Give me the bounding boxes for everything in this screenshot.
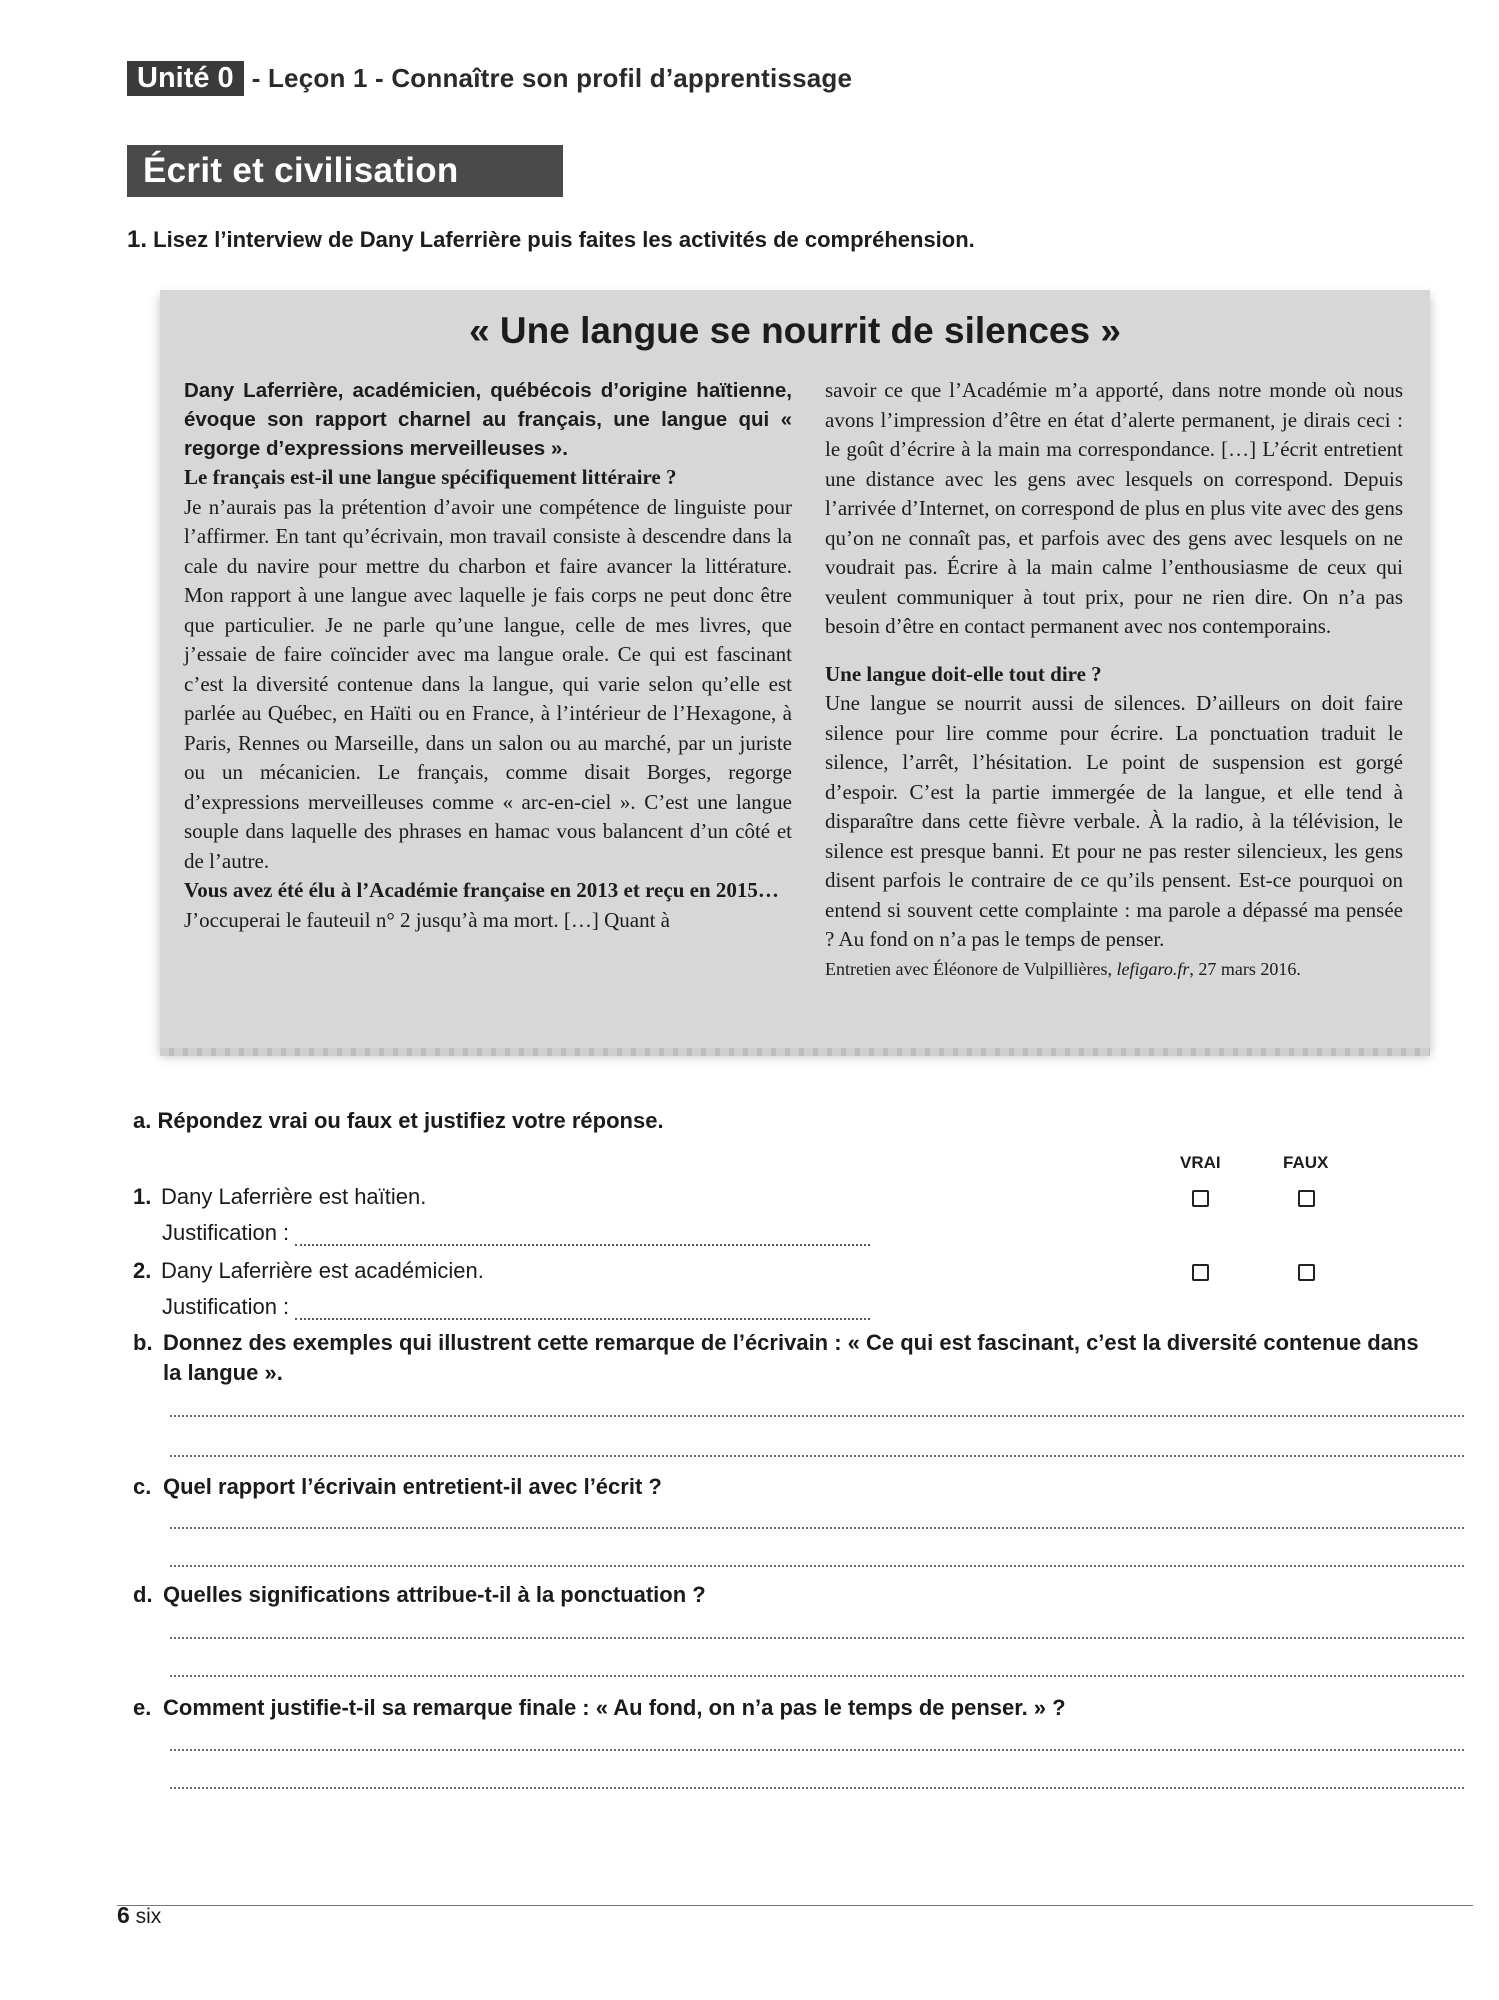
answer-line-b-1[interactable]: [170, 1414, 1464, 1417]
statement-2: [133, 1258, 484, 1284]
instruction-number: 1.: [127, 226, 148, 253]
statement-1-justification: [162, 1220, 870, 1246]
instruction: [127, 226, 975, 254]
activity-a-title: a. Répondez vrai ou faux et justifiez votre réponse.: [133, 1108, 664, 1133]
question-d-label: d.: [133, 1582, 153, 1607]
instruction-text: Lisez l’interview de Dany Laferrière puis faites les activités de compréhension.: [153, 227, 975, 252]
question-c-label: c.: [133, 1474, 152, 1499]
lesson-title: - Leçon 1 - Connaître son profil d’apprentissage: [251, 62, 853, 93]
question-d-text: Quelles significations attribue-t-il à la ponctuation ?: [163, 1582, 706, 1607]
question-e-label: e.: [133, 1695, 152, 1720]
answer-line-c-1[interactable]: [170, 1526, 1464, 1529]
interview-answer-1: Je n’aurais pas la prétention d’avoir une compétence de linguiste pour l’affirmer. En tant qu’écrivain, mon travail consiste à descendre dans la cale du navire pour mettre du charbon et faire avancer la littérature. Mon rapport à une langue avec laquelle je fais corps ne peut donc être que particulier. Je ne parle qu’une langue, celle de mes livres, que j’essaie de faire coïncider avec ma langue orale. Ce qui est fascinant c’est la diversité contenue dans la langue, qui varie selon qu’elle est parlée au Québec, en Haïti ou en France, à l’intérieur de l’Hexagone, à Paris, Rennes ou Marseille, dans un salon ou au marché, par un juriste ou un mécanicien. Le français, comme disait Borges, regorge d’expressions merveilleuses comme « arc-en-ciel ». C’est une langue souple dans laquelle des phrases en hamac vous balancent d’un côté et de l’autre.: [184, 494, 792, 873]
statement-1-text: Dany Laferrière est haïtien.: [161, 1184, 427, 1209]
question-c-text: Quel rapport l’écrivain entretient-il avec l’écrit ?: [163, 1474, 662, 1499]
question-e: [133, 1693, 1066, 1723]
question-d: [133, 1580, 706, 1610]
section-banner: [127, 145, 563, 197]
faux-column-header: FAUX: [1283, 1153, 1329, 1172]
unit-header: [127, 60, 852, 96]
article-lead: Dany Laferrière, académicien, québécois d’origine haïtienne, évoque son rapport charnel au français, une langue qui « regorge d’expressions merveilleuses ».: [184, 379, 792, 460]
answer-line-d-1[interactable]: [170, 1636, 1464, 1639]
source-site: lefigaro.fr: [1116, 958, 1190, 979]
question-b-label: b.: [133, 1330, 153, 1355]
article-title: « Une langue se nourrit de silences »: [469, 310, 1121, 351]
interview-question-3: Une langue doit-elle tout dire ?: [825, 661, 1102, 686]
interview-question-2: Vous avez été élu à l’Académie française en 2013 et reçu en 2015…: [184, 878, 779, 902]
justification-2-answer-line[interactable]: [295, 1300, 870, 1320]
statement-1: [133, 1184, 426, 1210]
source-date: , 27 mars 2016.: [1189, 958, 1301, 979]
vrai-column-header: VRAI: [1180, 1153, 1221, 1172]
page-number-digit: 6: [117, 1902, 130, 1928]
statement-2-faux-checkbox[interactable]: [1298, 1264, 1315, 1281]
statement-2-justification: [162, 1294, 870, 1320]
unit-badge: Unité 0: [127, 61, 244, 96]
question-b-text: Donnez des exemples qui illustrent cette remarque de l’écrivain : « Ce qui est fascinant, c’est la diversité contenue dans: [163, 1330, 1419, 1355]
page-number: [117, 1902, 161, 1929]
section-title: Écrit et civilisation: [143, 151, 459, 190]
source-prefix: Entretien avec Éléonore de Vulpillières,: [825, 958, 1117, 979]
answer-line-d-2[interactable]: [170, 1674, 1464, 1677]
answer-line-e-1[interactable]: [170, 1748, 1464, 1751]
article-source: [825, 955, 1403, 985]
article-column-left: [184, 376, 792, 935]
statement-1-faux-checkbox[interactable]: [1298, 1190, 1315, 1207]
question-b-text-continued: la langue ».: [163, 1360, 283, 1385]
statement-1-number: 1.: [133, 1184, 152, 1209]
footer-rule: [117, 1905, 1473, 1906]
article-clipping: [160, 290, 1430, 1050]
interview-answer-2-start: J’occuperai le fauteuil n° 2 jusqu’à ma mort. […] Quant à: [184, 907, 670, 932]
statement-2-number: 2.: [133, 1258, 152, 1283]
statement-2-text: Dany Laferrière est académicien.: [161, 1258, 484, 1283]
interview-question-1: Le français est-il une langue spécifiquement littéraire ?: [184, 465, 677, 489]
justification-label: Justification :: [162, 1220, 290, 1245]
answer-line-c-2[interactable]: [170, 1564, 1464, 1567]
statement-2-vrai-checkbox[interactable]: [1192, 1264, 1209, 1281]
article-column-right: [825, 376, 1403, 984]
statement-1-vrai-checkbox[interactable]: [1192, 1190, 1209, 1207]
interview-answer-3: Une langue se nourrit aussi de silences. D’ailleurs on doit faire silence pour lire comme pour écrire. La ponctuation traduit le silence, l’arrêt, l’hésitation. Le point de suspension est gorgé d’espoir. C’est la partie immergée de la langue, et elle tend à disparaître dans cette fièvre verbale. À la radio, à la télévision, le silence est presque banni. Et pour ne pas rester silencieux, les gens disent parfois le contraire de ce qu’ils pensent. Est-ce pourquoi on entend si souvent cette complainte : ma parole a dépassé ma pensée ? Au fond on n’a pas le temps de penser.: [825, 691, 1403, 951]
answer-line-e-2[interactable]: [170, 1786, 1464, 1789]
justification-label: Justification :: [162, 1294, 290, 1319]
answer-line-b-2[interactable]: [170, 1454, 1464, 1457]
justification-1-answer-line[interactable]: [295, 1226, 870, 1246]
question-e-text: Comment justifie-t-il sa remarque finale : « Au fond, on n’a pas le temps de penser. » ?: [163, 1695, 1066, 1720]
page-number-word: six: [135, 1905, 162, 1928]
interview-answer-2-end: savoir ce que l’Académie m’a apporté, dans notre monde où nous avons l’impression d’être en état d’alerte permanent, je dirais ceci : le goût d’écrire à la main ma correspondance. […] L’écrit entretient une distance avec les gens avec lesquels on correspond. Depuis l’arrivée d’Internet, on correspond de plus en plus vite avec des gens qu’on ne connaît pas, et parfois avec des gens avec lesquels on ne voudrait pas. Écrire à la main calme l’enthousiasme de ceux qui veulent communiquer à tout prix, pour ne rien dire. On n’a pas besoin d’être en contact permanent avec nos contemporains.: [825, 378, 1403, 638]
question-c: [133, 1472, 662, 1502]
question-b: [133, 1328, 1473, 1388]
